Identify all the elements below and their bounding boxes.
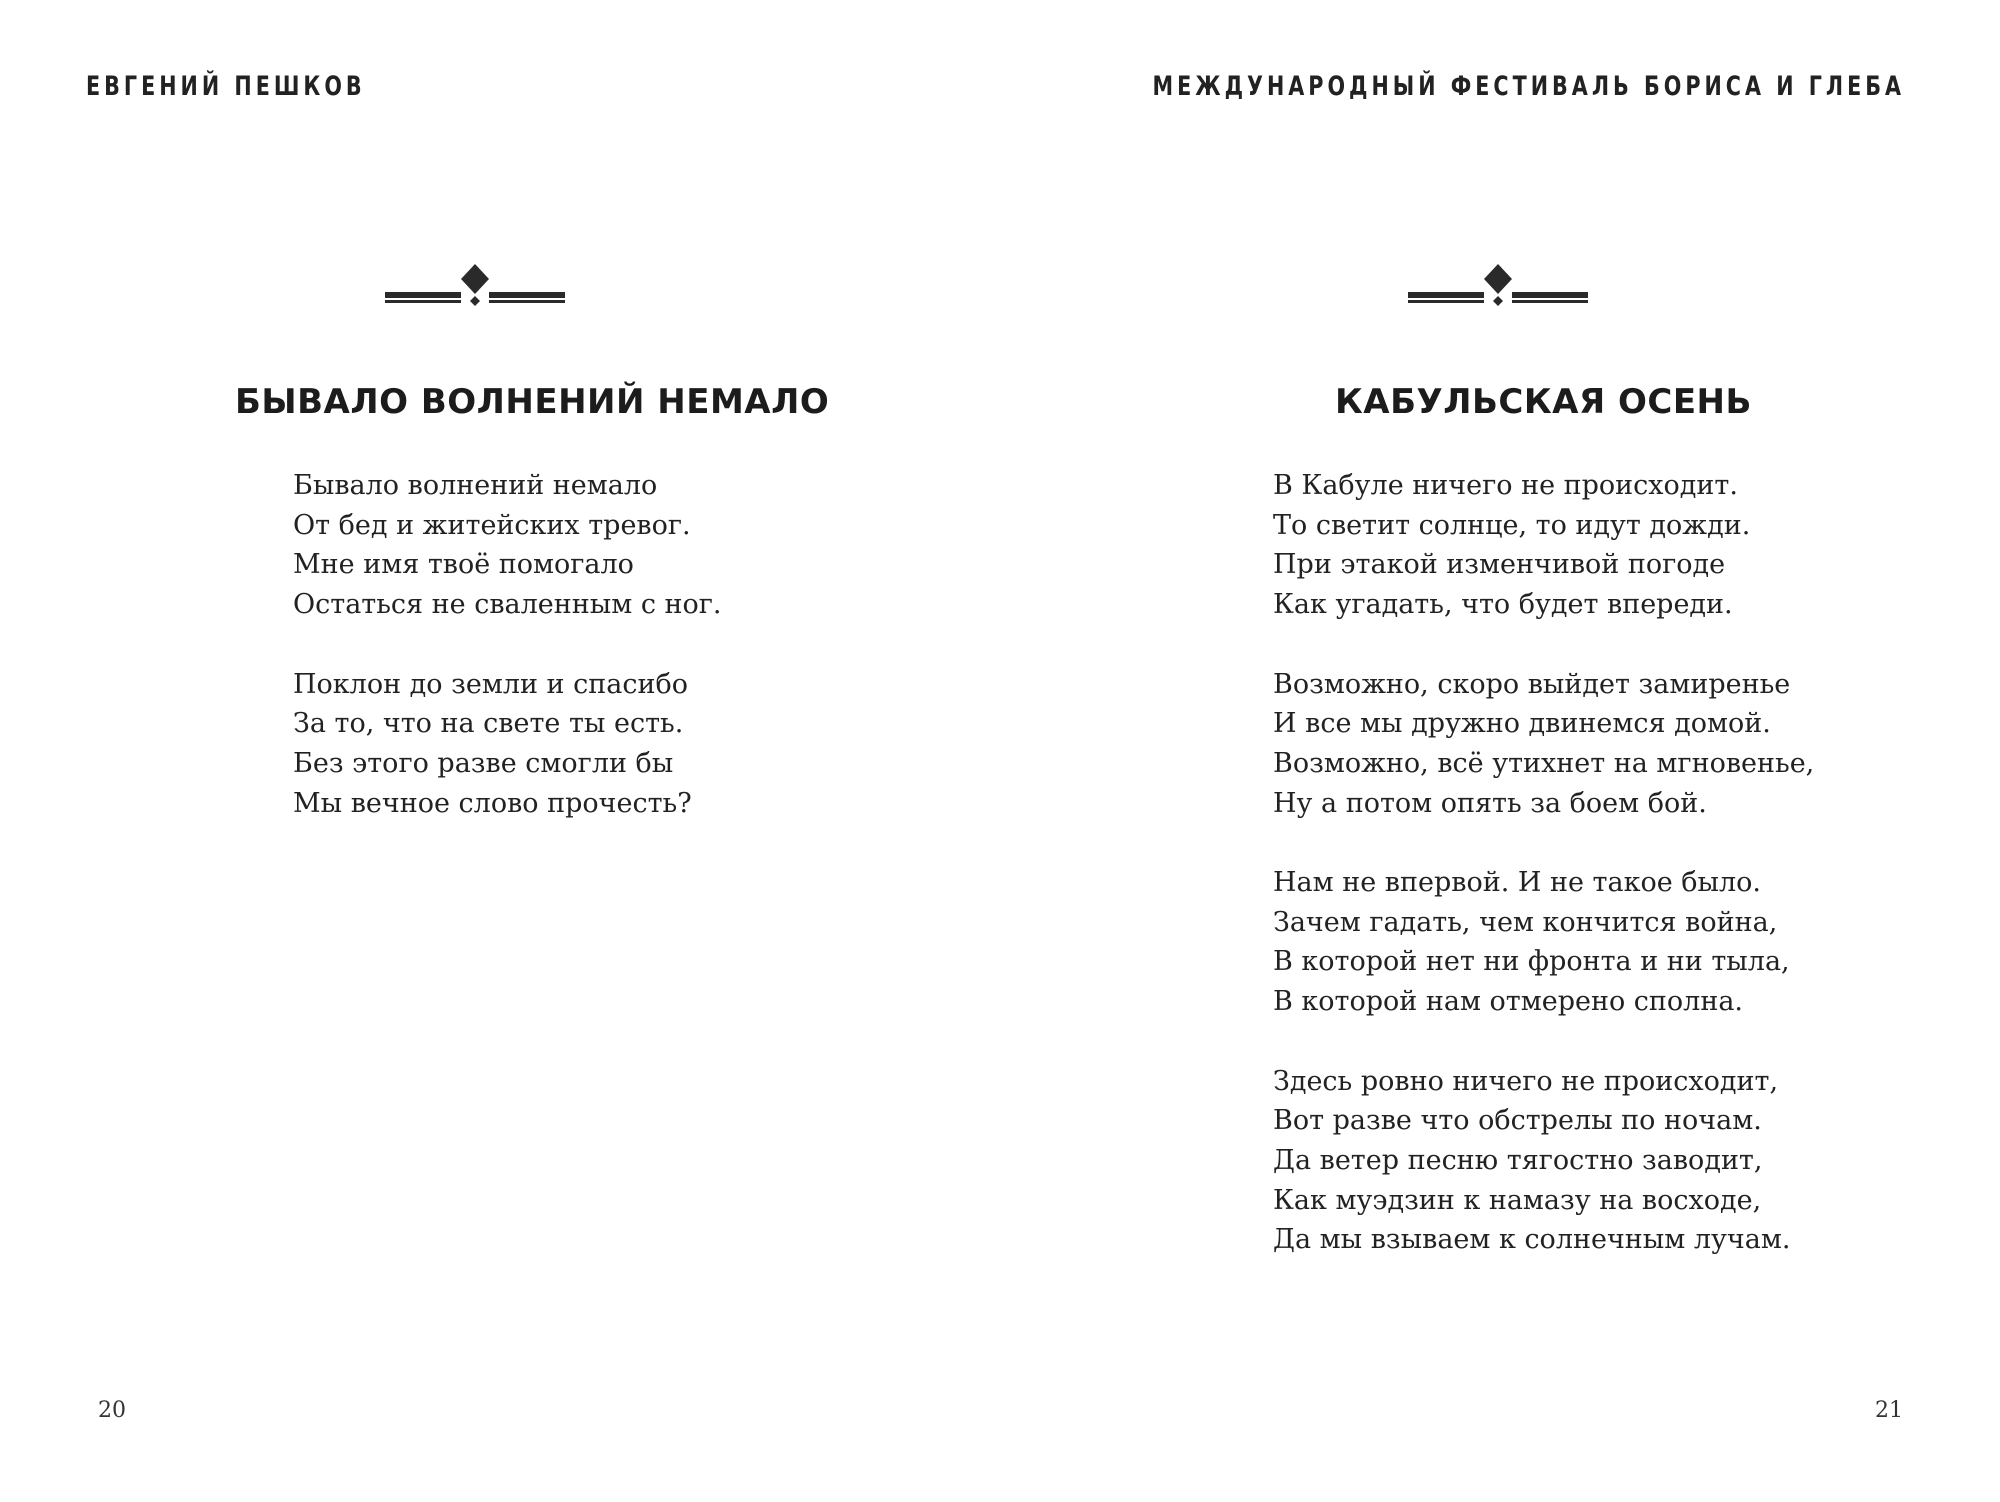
diamond-divider-ornament-icon — [1408, 262, 1588, 312]
poem-line: Здесь ровно ничего не происходит, — [1273, 1065, 1779, 1097]
page-number: 20 — [98, 1398, 126, 1423]
poem-line: За то, что на свете ты есть. — [293, 708, 684, 740]
poem-line: Как муэдзин к намазу на восходе, — [1273, 1184, 1762, 1216]
poem-line: И все мы дружно двинемся домой. — [1273, 708, 1771, 740]
right-page — [1000, 0, 2000, 1502]
poem-line: Да мы взываем к солнечным лучам. — [1273, 1224, 1791, 1256]
poem-line: То светит солнце, то идут дожди. — [1273, 509, 1751, 541]
running-head-author: ЕВГЕНИЙ ПЕШКОВ — [86, 72, 366, 102]
stanza — [293, 466, 722, 625]
poem-line: Мне имя твоё помогало — [293, 549, 634, 581]
poem-line: Бывало волнений немало — [293, 470, 658, 501]
poem-line: Зачем гадать, чем кончится война, — [1273, 906, 1778, 938]
poem-line: В которой нам отмерено сполна. — [1273, 986, 1744, 1018]
running-head-collection: МЕЖДУНАРОДНЫЙ ФЕСТИВАЛЬ БОРИСА И ГЛЕБА — [1152, 72, 1905, 102]
stanza — [1273, 665, 1814, 824]
poem-line: Возможно, всё утихнет на мгновенье, — [1273, 747, 1815, 779]
poem-line: Мы вечное слово прочесть? — [293, 787, 692, 819]
poem-line: Остаться не сваленным с ног. — [293, 589, 722, 621]
poem-body — [1273, 466, 1814, 1260]
poem-line: Вот разве что обстрелы по ночам. — [1273, 1105, 1762, 1137]
poem-line: Как угадать, что будет впереди. — [1273, 589, 1733, 621]
poem-line: Нам не впервой. И не такое было. — [1273, 867, 1762, 898]
stanza — [1273, 1062, 1814, 1261]
poem-line: Да ветер песню тягостно заводит, — [1273, 1144, 1763, 1176]
poem-body — [293, 466, 722, 823]
page-number: 21 — [1875, 1398, 1903, 1423]
poem-line: Без этого разве смогли бы — [293, 747, 674, 779]
poem-line: Поклон до земли и спасибо — [293, 668, 688, 700]
poem-line: В Кабуле ничего не происходит. — [1273, 470, 1738, 501]
poem-line: Возможно, скоро выйдет замиренье — [1273, 668, 1791, 700]
poem-title: КАБУЛЬСКАЯ ОСЕНЬ — [1335, 382, 1752, 422]
poem-title: БЫВАЛО ВОЛНЕНИЙ НЕМАЛО — [235, 382, 830, 422]
poem-line: В которой нет ни фронта и ни тыла, — [1273, 946, 1790, 978]
poem-line: При этакой изменчивой погоде — [1273, 549, 1726, 581]
stanza — [1273, 466, 1814, 625]
poem-line: От бед и житейских тревог. — [293, 509, 691, 541]
poem-line: Ну а потом опять за боем бой. — [1273, 787, 1707, 819]
diamond-divider-ornament-icon — [385, 262, 565, 312]
stanza — [293, 665, 722, 824]
stanza — [1273, 863, 1814, 1022]
